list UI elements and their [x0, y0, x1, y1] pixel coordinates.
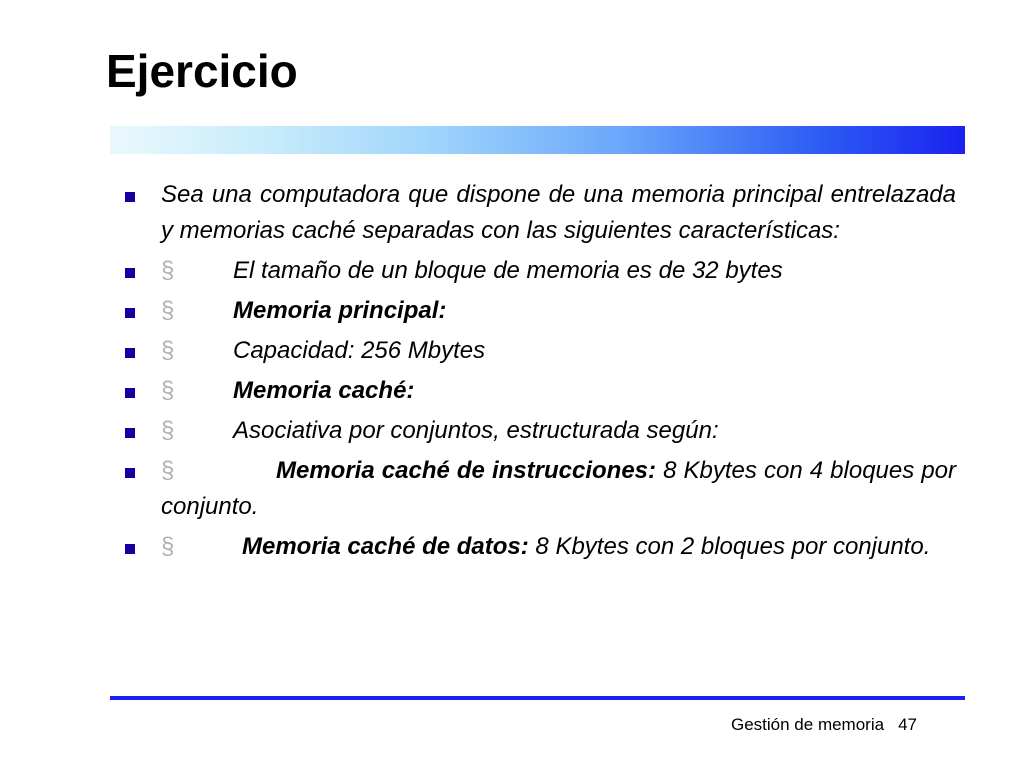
- item-text: Asociativa por conjuntos, estructurada según:: [233, 417, 719, 444]
- list-item: [122, 293, 956, 329]
- square-bullet-icon: [125, 388, 135, 398]
- square-bullet-icon: [125, 544, 135, 554]
- footer: [731, 715, 917, 735]
- square-bullet-icon: [125, 348, 135, 358]
- bullet-list: [122, 177, 956, 569]
- footer-divider: [110, 696, 965, 700]
- list-item: [122, 253, 956, 289]
- list-item: [122, 453, 956, 525]
- slide-title: Ejercicio: [106, 45, 298, 97]
- section-sign-icon: §: [161, 457, 175, 484]
- section-sign-icon: §: [161, 257, 175, 284]
- item-bold-text: Memoria caché de datos:: [242, 533, 529, 560]
- footer-label: Gestión de memoria: [731, 715, 885, 734]
- section-sign-icon: §: [161, 533, 175, 560]
- page-number: 47: [898, 715, 917, 734]
- item-text: 8 Kbytes con 4 bloques por conjunto.: [161, 457, 957, 520]
- square-bullet-icon: [125, 428, 135, 438]
- title-gradient-bar: [110, 126, 965, 154]
- item-bold-text: Memoria caché:: [233, 377, 415, 404]
- list-item: [122, 373, 956, 409]
- section-sign-icon: §: [161, 337, 175, 364]
- square-bullet-icon: [125, 192, 135, 202]
- list-item: [122, 333, 956, 369]
- item-text: El tamaño de un bloque de memoria es de 32 bytes: [233, 257, 783, 284]
- section-sign-icon: §: [161, 417, 175, 444]
- item-text: 8 Kbytes con 2 bloques por conjunto.: [528, 533, 931, 560]
- square-bullet-icon: [125, 268, 135, 278]
- item-bold-text: Memoria principal:: [233, 297, 447, 324]
- list-item: [122, 413, 956, 449]
- square-bullet-icon: [125, 468, 135, 478]
- item-text: Sea una computadora que dispone de una memoria principal entrelazada y memorias caché separadas con las siguientes características:: [161, 181, 956, 244]
- square-bullet-icon: [125, 308, 135, 318]
- list-item: [122, 177, 956, 249]
- section-sign-icon: §: [161, 377, 175, 404]
- section-sign-icon: §: [161, 297, 175, 324]
- list-item: [122, 529, 956, 565]
- item-bold-text: Memoria caché de instrucciones:: [276, 457, 657, 484]
- item-text: Capacidad: 256 Mbytes: [233, 337, 486, 364]
